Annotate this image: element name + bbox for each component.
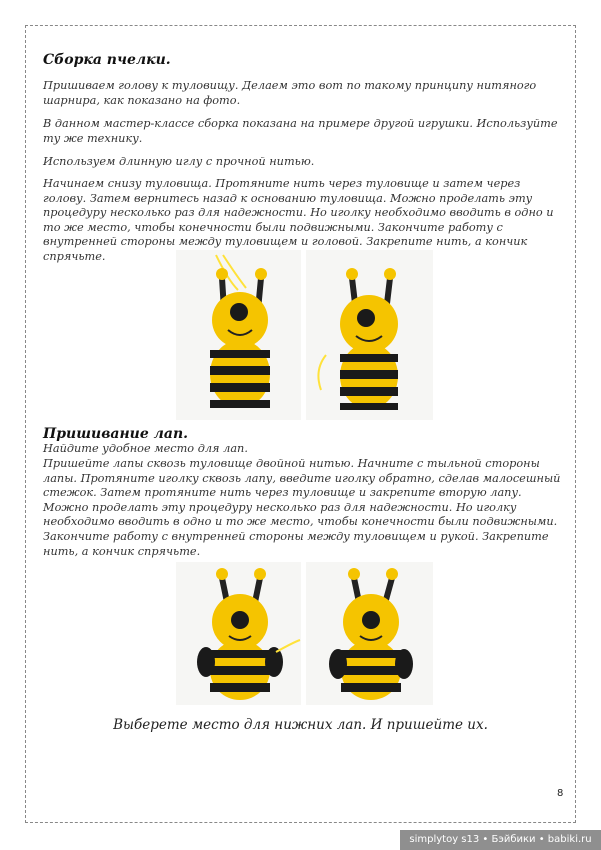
photo-caption: Выберете место для нижних лап. И пришейте их. xyxy=(113,717,488,733)
photo-bee-assembly-2 xyxy=(306,250,433,420)
paragraph-6: Пришейте лапы сквозь туловище двойной нитью. Начните с тыльной стороны лапы. Протяните иголку сквозь лапу, введите иголку обратно, сделав малосешный стежок. Затем протяните нить через туловище и закрепите вторую лапу. Можно проделать эту процедуру несколько раз для надежности. Но иголку необходимо вводить в одно и то же место, чтобы конечности были подвижными. Закончите работу с внутренней стороны между туловищем и рукой. Закрепите нить, а кончик спрячьте. xyxy=(43,457,561,558)
paragraph-3: Используем длинную иглу с прочной нитью. xyxy=(43,155,315,168)
section-title-legs: Пришивание лап. xyxy=(43,426,188,442)
photo-bee-assembly-1 xyxy=(176,250,301,420)
photo-bee-legs-2 xyxy=(306,562,433,705)
paragraph-2: В данном мастер-классе сборка показана на примере другой игрушки. Используйте ту же технику. xyxy=(43,117,558,145)
watermark: simplytoy s13 • Бэйбики • babiki.ru xyxy=(400,830,601,850)
page-number: 8 xyxy=(557,788,564,799)
paragraph-5: Найдите удобное место для лап. xyxy=(43,442,248,455)
paragraph-1: Пришиваем голову к туловищу. Делаем это вот по такому принципу нитяного шарнира, как показано на фото. xyxy=(43,79,537,107)
photo-bee-legs-1 xyxy=(176,562,301,705)
section-title-assembly: Сборка пчелки. xyxy=(43,52,171,68)
paragraph-4: Начинаем снизу туловища. Протяните нить через туловище и затем через голову. Затем вернитесь назад к основанию туловища. Можно проделать эту процедуру несколько раз для надежности. Но иголку необходимо вводить в одно и то же место, чтобы конечности были подвижными. Закончите работу с внутренней стороны между туловищем и головой. Закрепите нить, а кончик спрячьте. xyxy=(43,177,554,263)
